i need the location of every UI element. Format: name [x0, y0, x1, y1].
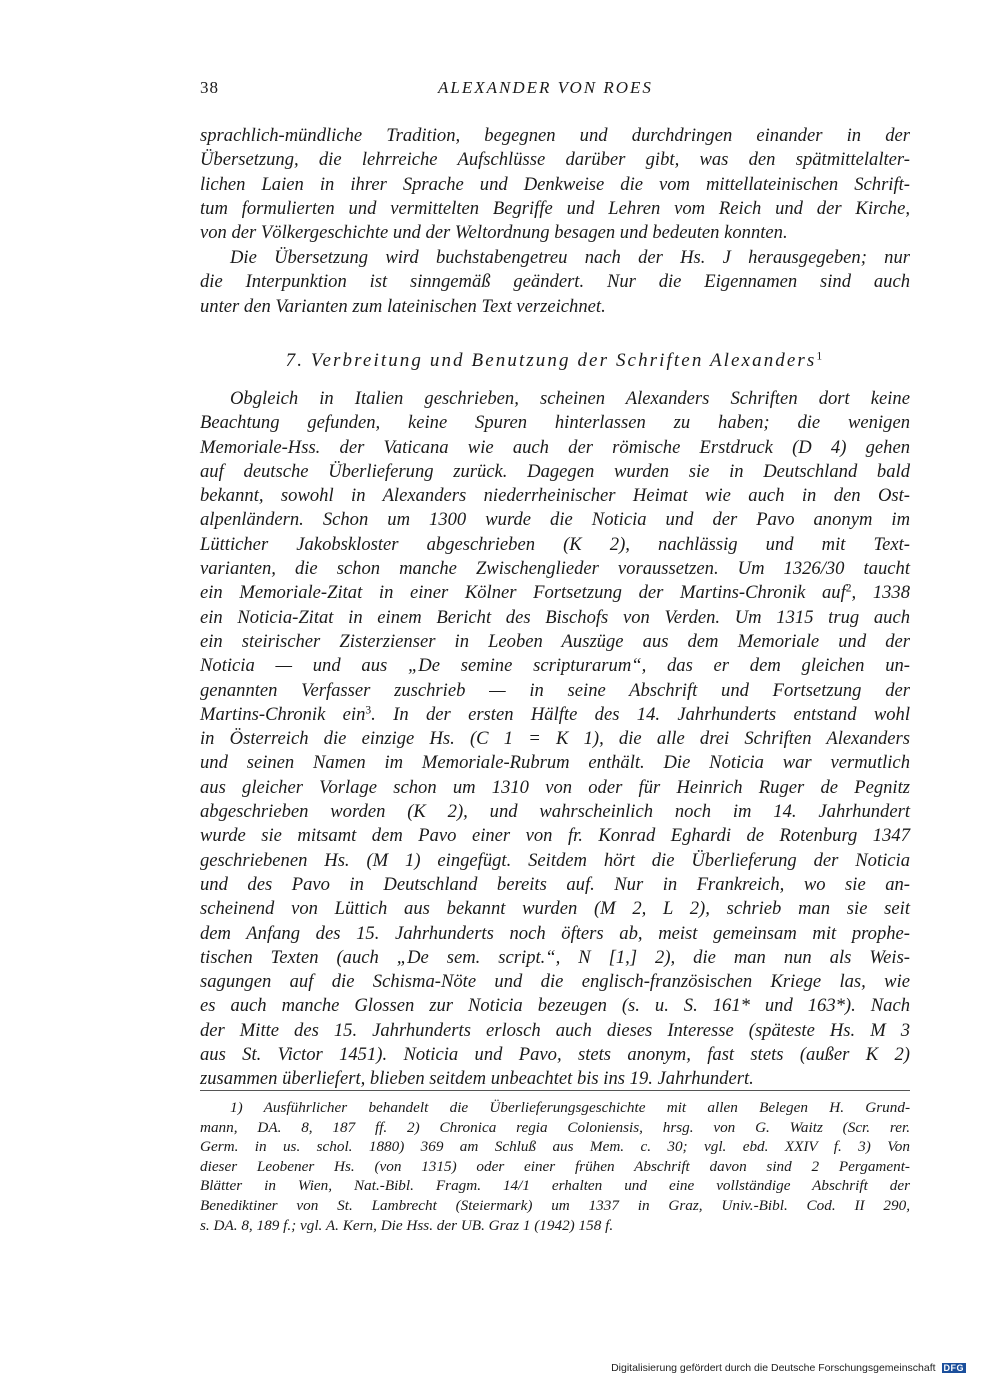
footnote-mark: 3 [365, 704, 372, 717]
text-line: alpenländern. Schon um 1300 wurde die Noticia und der Pavo anonym im [200, 509, 910, 531]
text-fragment: . In der ersten Hälfte des 14. Jahrhunderts entstand wohl [371, 703, 910, 725]
text-line: Die Übersetzung wird buchstabengetreu nach der Hs. J herausgegeben; nur [230, 247, 910, 268]
text-line: der Mitte des 15. Jahrhunderts erlosch auch dieses Interesse (späteste Hs. M 3 [200, 1019, 910, 1041]
page-number: 38 [200, 78, 219, 97]
footnote-line: Germ. in us. schol. 1880) 369 am Schluß aus Mem. c. 30; vgl. ebd. XXIV f. 3) Von [200, 1138, 910, 1156]
footnotes [200, 1098, 910, 1235]
footnote-line: 1) Ausführlicher behandelt die Überlieferungsgeschichte mit allen Belegen H. Grund- [230, 1099, 910, 1116]
section-heading [200, 350, 910, 372]
footnote-line: Benediktiner von St. Lambrecht (Steiermark) um 1337 in Graz, Univ.-Bibl. Cod. II 290, [200, 1196, 910, 1214]
text-line: Übersetzung, die lehrreiche Aufschlüsse darüber gibt, was den spätmittelalter- [200, 149, 910, 171]
text-line: aus gleicher Vorlage schon um 1310 von oder für Heinrich Ruger de Pegnitz [200, 776, 910, 798]
text-line: wurde sie mitsamt dem Pavo einer von fr. Konrad Eghardi de Rotenburg 1347 [200, 825, 910, 847]
text-line: ein Noticia-Zitat in einem Bericht des Bischofs von Verden. Um 1315 trug auch [200, 606, 910, 628]
footnote-divider [200, 1090, 910, 1091]
digitization-credit [611, 1362, 966, 1374]
text-line: ein steirischer Zisterzienser in Leoben Auszüge aus dem Memoriale und der [200, 630, 910, 652]
text-line: abgeschrieben worden (K 2), und wahrscheinlich noch im 14. Jahrhundert [200, 801, 910, 823]
text-line [200, 581, 910, 605]
text-line: unter den Varianten zum lateinischen Text verzeichnet. [200, 295, 606, 317]
text-line: tischen Texten (auch „De sem. script.“, N [1,] 2), die man nun als Weis- [200, 946, 910, 968]
section-heading-text: 7. Verbreitung und Benutzung der Schriften Alexanders [285, 350, 817, 371]
text-fragment: , 1338 [851, 582, 911, 604]
running-title: ALEXANDER VON ROES [438, 78, 653, 97]
text-line: aus St. Victor 1451). Noticia und Pavo, stets anonym, fast stets (außer K 2) [200, 1044, 910, 1066]
text-line: scheinend von Lüttich aus bekannt wurden (M 2, L 2), schrieb man sie seit [200, 898, 910, 920]
text-line: und des Pavo in Deutschland bereits auf. Nur in Frankreich, wo sie an- [200, 873, 910, 895]
text-fragment: ein Memoriale-Zitat in einer Kölner Fortsetzung der Martins-Chronik auf [200, 582, 846, 604]
text-line: bekannt, sowohl in Alexanders niederrheinischer Heimat wie auch in den Ost- [200, 485, 910, 507]
text-line [200, 703, 910, 727]
footnote-line: dieser Leobener Hs. (von 1315) oder einer frühen Abschrift davon sind 2 Pergament- [200, 1157, 910, 1175]
text-line: von der Völkergeschichte und der Weltordnung besagen und bedeuten konnten. [200, 222, 788, 244]
dfg-logo: DFG [943, 1363, 964, 1373]
text-line: zusammen überliefert, blieben seitdem unbeachtet bis ins 19. Jahrhundert. [200, 1068, 754, 1090]
footnote-mark: 1 [816, 349, 825, 363]
text-line: auf deutsche Überlieferung zurück. Dagegen wurden sie in Deutschland bald [200, 460, 910, 482]
body-paragraph [200, 387, 910, 1092]
edition-note-paragraph [200, 246, 910, 319]
text-line: sprachlich-mündliche Tradition, begegnen und durchdringen einander in der [200, 125, 910, 146]
text-line: es auch manche Glossen zur Noticia bezeugen (s. u. S. 161* und 163*). Nach [200, 995, 910, 1017]
text-line: geschriebenen Hs. (M 1) eingefügt. Seitdem hört die Überlieferung der Noticia [200, 849, 910, 871]
text-fragment: Martins-Chronik ein [200, 703, 366, 725]
text-line: die Interpunktion ist sinngemäß geändert. Nur die Eigennamen sind auch [200, 271, 910, 293]
text-line: sagungen auf die Schisma-Nöte und die englisch-französischen Kriege las, wie [200, 971, 910, 993]
intro-paragraph [200, 124, 910, 245]
text-line: und seinen Namen im Memoriale-Rubrum enthält. Die Noticia war vermutlich [200, 752, 910, 774]
text-line: genannten Verfasser zuschrieb — in seine Abschrift und Fortsetzung der [200, 679, 910, 701]
footnote-mark: 2 [845, 583, 852, 596]
text-line: lichen Laien in ihrer Sprache und Denkweise die vom mittellateinischen Schrift- [200, 173, 910, 195]
footnote-line: mann, DA. 8, 187 ff. 2) Chronica regia Coloniensis, hrsg. von G. Waitz (Scr. rer. [200, 1118, 910, 1136]
page-header [200, 78, 910, 102]
text-line: Noticia — und aus „De semine scripturarum“, das er dem gleichen un- [200, 655, 910, 677]
text-line: Beachtung gefunden, keine Spuren hinterlassen zu haben; die wenigen [200, 412, 910, 434]
text-line: Memoriale-Hss. der Vaticana wie auch der römische Erstdruck (D 4) gehen [200, 436, 910, 458]
text-line: varianten, die schon manche Zwischenglieder voraussetzen. Um 1326/30 taucht [200, 558, 910, 580]
footnote-line: Blätter in Wien, Nat.-Bibl. Fragm. 14/1 erhalten und eine vollständige Abschrift der [200, 1177, 910, 1195]
text-line: Lütticher Jakobskloster abgeschrieben (K 2), nachlässig und mit Text- [200, 533, 910, 555]
text-line: Obgleich in Italien geschrieben, scheinen Alexanders Schriften dort keine [230, 388, 910, 409]
text-line: tum formulierten und vermittelten Begriffe und Lehren vom Reich und der Kirche, [200, 197, 910, 219]
text-line: dem Anfang des 15. Jahrhunderts noch öfters ab, meist gemeinsam mit prophe- [200, 922, 910, 944]
text-line: in Österreich die einzige Hs. (C 1 = K 1), die alle drei Schriften Alexanders [200, 728, 910, 750]
footnote-line: s. DA. 8, 189 f.; vgl. A. Kern, Die Hss. der UB. Graz 1 (1942) 158 f. [200, 1216, 614, 1234]
digitization-note: Digitalisierung gefördert durch die Deutsche Forschungsgemeinschaft [611, 1362, 936, 1374]
